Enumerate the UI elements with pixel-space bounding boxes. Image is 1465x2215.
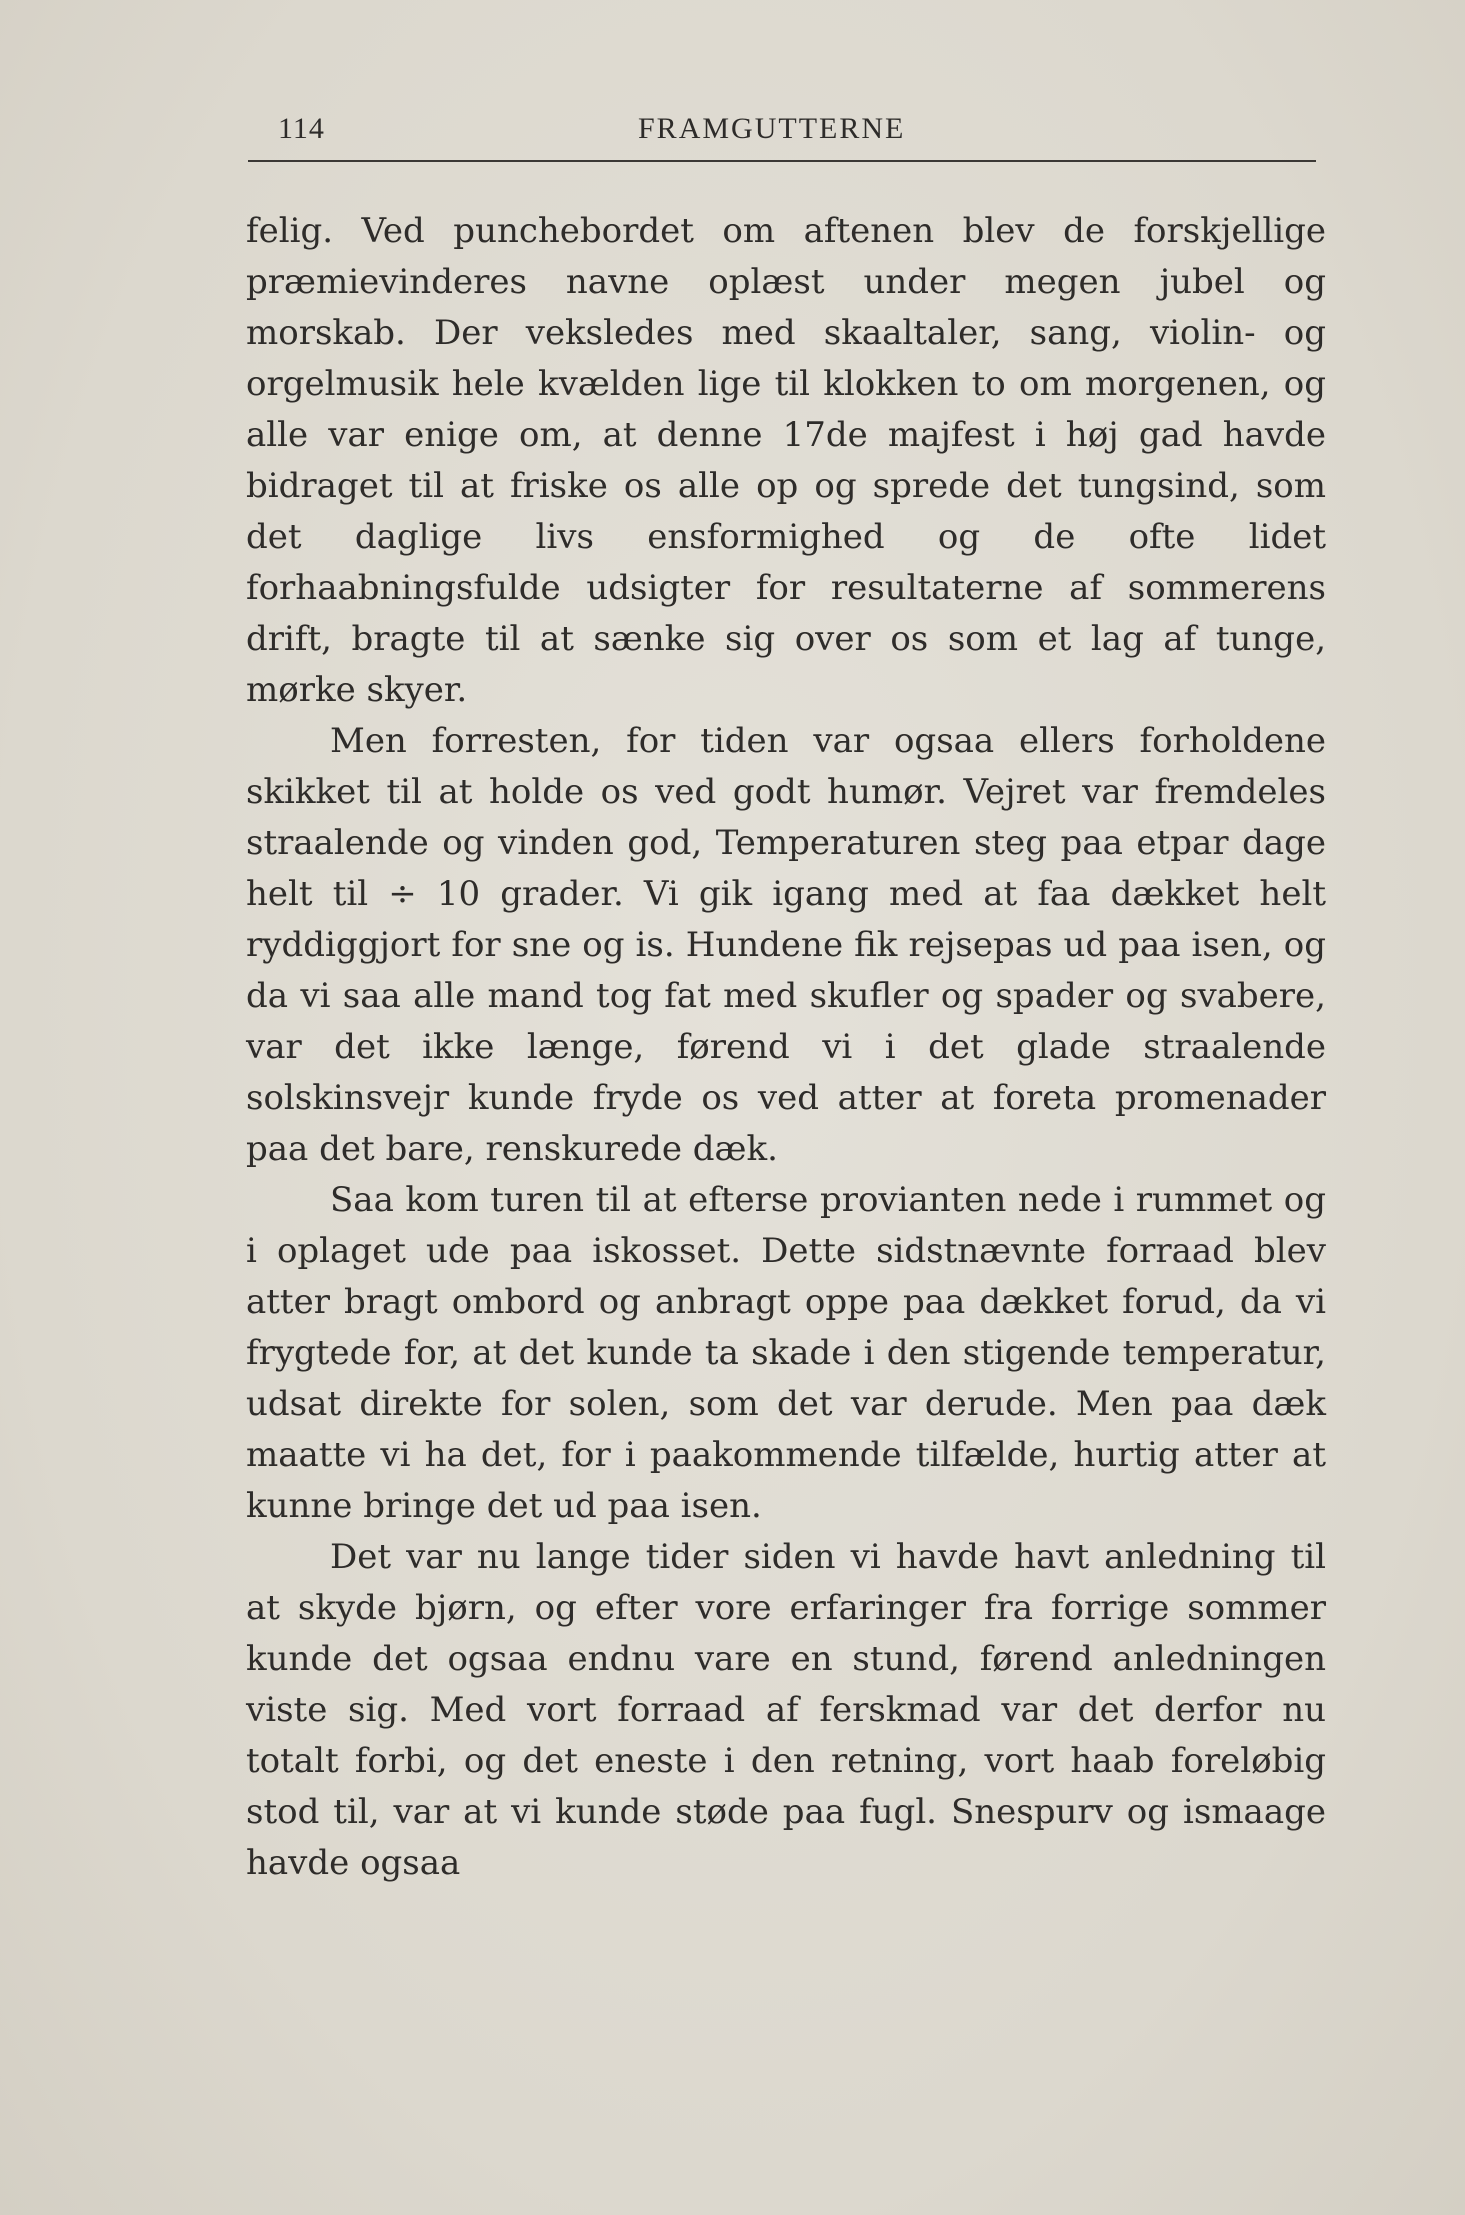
running-title: FRAMGUTTERNE — [638, 112, 906, 145]
paragraph: Saa kom turen til at efterse provianten nede i rummet og i oplaget ude paa iskosset. Dette sidstnævnte forraad blev atter bragt ombord og anbragt oppe paa dækket forud, da vi frygtede for, at det kunde ta skade i den stigende temperatur, udsat direkte for solen, som det var derude. Men paa dæk maatte vi ha det, for i paakommende tilfælde, hurtig atter at kunne bringe det ud paa isen. — [246, 1180, 1326, 1526]
page-header — [248, 108, 1316, 152]
paragraph: felig. Ved punchebordet om aftenen blev de forskjellige præmievinderes navne oplæst under megen jubel og morskab. Der veksledes med skaaltaler, sang, violin- og orgelmusik hele kvælden lige til klokken to om morgenen, og alle var enige om, at denne 17de majfest i høj gad havde bidraget til at friske os alle op og sprede det tungsind, som det daglige livs ensformighed og de ofte lidet forhaabningsfulde udsigter for resultaterne af sommerens drift, bragte til at sænke sig over os som et lag af tunge, mørke skyer. — [246, 211, 1326, 710]
body-text — [246, 206, 1326, 1889]
paragraph: Det var nu lange tider siden vi havde havt anledning til at skyde bjørn, og efter vore erfaringer fra forrige sommer kunde det ogsaa endnu vare en stund, førend anledningen viste sig. Med vort forraad af ferskmad var det derfor nu totalt forbi, og det eneste i den retning, vort haab foreløbig stod til, var at vi kunde støde paa fugl. Snespurv og ismaage havde ogsaa — [246, 1537, 1326, 1883]
paragraph: Men forresten, for tiden var ogsaa ellers forholdene skikket til at holde os ved godt humør. Vejret var fremdeles straalende og vinden god, Temperaturen steg paa etpar dage helt til ÷ 10 grader. Vi gik igang med at faa dækket helt ryddiggjort for sne og is. Hundene fik rejsepas ud paa isen, og da vi saa alle mand tog fat med skufler og spader og svabere, var det ikke længe, førend vi i det glade straalende solskinsvejr kunde fryde os ved atter at foreta promenader paa det bare, renskurede dæk. — [246, 721, 1326, 1169]
header-rule — [248, 160, 1316, 162]
page-number: 114 — [278, 112, 325, 145]
